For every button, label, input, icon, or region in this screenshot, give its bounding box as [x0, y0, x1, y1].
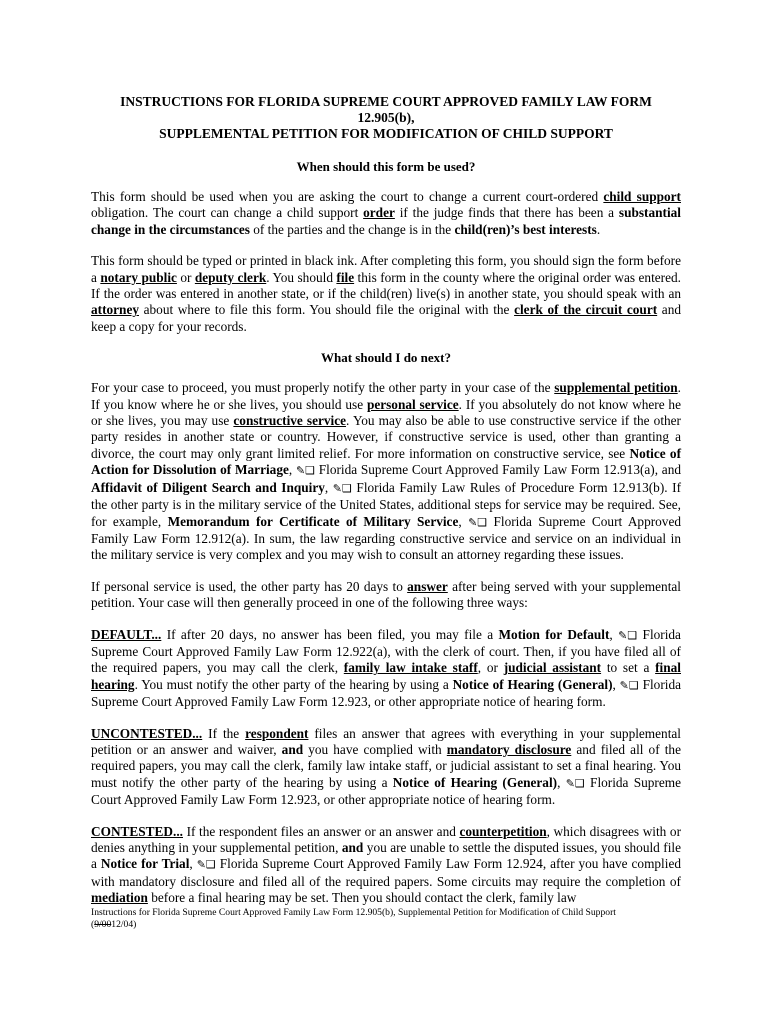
title-line-2: SUPPLEMENTAL PETITION FOR MODIFICATION OF CHILD SUPPORT: [159, 126, 613, 141]
footer-form-title: Instructions for Florida Supreme Court Approved Family Law Form 12.905(b), Supplemental Petition for Modification of Child Support: [91, 907, 616, 918]
term-final-hearing[interactable]: final hearing: [91, 660, 681, 692]
term-respondent[interactable]: respondent: [245, 725, 309, 741]
form-pencil-checkbox-icon: ✎❑: [619, 678, 639, 692]
footer-new-date: 12/04: [111, 919, 134, 930]
paragraph-filing: This form should be typed or printed in black ink. After completing this form, you should sign the form before a notary public or deputy clerk. You should file this form in the county where the original order was entered. If the order was entered in another state, or if the child(ren) live(s) in another state, you should speak with an attorney about where to file this form. You should file the original with the clerk of the circuit court and keep a copy for your records.: [91, 253, 682, 334]
uncontested-lead: UNCONTESTED...: [91, 725, 203, 741]
footer-revision-date: (9/0012/04): [91, 919, 137, 930]
form-pencil-checkbox-icon: ✎❑: [295, 464, 316, 478]
contested-lead: CONTESTED...: [91, 823, 183, 839]
term-deputy-clerk[interactable]: deputy clerk: [194, 269, 267, 285]
term-mediation[interactable]: mediation: [91, 890, 148, 906]
heading-what-next: What should I do next?: [320, 350, 452, 366]
term-mandatory-disclosure[interactable]: mandatory disclosure: [446, 741, 572, 757]
paragraph-uncontested: UNCONTESTED... If the respondent files an answer that agrees with everything in your supplemental petition or an answer and waiver, and you have complied with mandatory disclosure and filed all of the required papers, you may call the clerk, family law intake staff, or judicial assistant to set a final hearing. You must notify the other party of the hearing by using a Notice of Hearing (General), ✎❑ Florida Supreme Court Approved Family Law Form 12.923, or other appropriate notice of hearing form.: [91, 725, 682, 808]
title-line-1: INSTRUCTIONS FOR FLORIDA SUPREME COURT APPROVED FAMILY LAW FORM 12.905(b),: [120, 94, 652, 125]
term-counterpetition[interactable]: counterpetition: [459, 823, 547, 839]
paragraph-purpose: This form should be used when you are asking the court to change a current court-ordered child support obligation. The court can change a child support order if the judge finds that there has been a substantial change in the circumstances of the parties and the change is in the child(ren)’s best interests.: [91, 189, 681, 237]
term-constructive-service[interactable]: constructive service: [233, 413, 347, 429]
term-file[interactable]: file: [336, 269, 355, 285]
term-judicial-assistant[interactable]: judicial assistant: [503, 660, 602, 676]
form-pencil-checkbox-icon: ✎❑: [618, 628, 638, 642]
form-pencil-checkbox-icon: ✎❑: [565, 776, 585, 790]
paragraph-answer-period: If personal service is used, the other party has 20 days to answer after being served with your supplemental petition. Your case will then generally proceed in one of the following three ways:: [91, 578, 681, 611]
term-answer[interactable]: answer: [407, 578, 448, 594]
page-footer: [91, 907, 681, 931]
footer-old-date: 9/00: [94, 919, 112, 930]
term-attorney[interactable]: attorney: [91, 302, 139, 318]
term-family-law-intake-staff[interactable]: family law intake staff: [343, 660, 478, 676]
document-page: [91, 94, 681, 907]
document-title: [91, 94, 681, 142]
term-supplemental-petition[interactable]: supplemental petition: [554, 380, 678, 396]
term-clerk-of-circuit-court[interactable]: clerk of the circuit court: [514, 302, 658, 318]
paragraph-default: DEFAULT... If after 20 days, no answer has been filed, you may file a Motion for Default, ✎❑ Florida Supreme Court Approved Family Law Form 12.922(a), with the clerk of court. Then, if you have filed all of the required papers, you may call the clerk, family law intake staff, or judicial assistant to set a final hearing. You must notify the other party of the hearing by using a Notice of Hearing (General), ✎❑ Florida Supreme Court Approved Family Law Form 12.923, or other appropriate notice of hearing form.: [91, 626, 681, 710]
form-pencil-checkbox-icon: ✎❑: [468, 515, 488, 529]
form-pencil-checkbox-icon: ✎❑: [332, 481, 352, 495]
paragraph-service: For your case to proceed, you must properly notify the other party in your case of the supplemental petition. If you know where he or she lives, you should use personal service. If you absolutely do not know where he or she lives, you may use constructive service. You may also be able to use constructive service if the other party resides in another state or country. However, if constructive service is used, other than granting a divorce, the court may only grant limited relief. For more information on constructive service, see Notice of Action for Dissolution of Marriage, ✎❑ Florida Supreme Court Approved Family Law Form 12.913(a), and Affidavit of Diligent Search and Inquiry, ✎❑ Florida Family Law Rules of Procedure Form 12.913(b). If the other party is in the military service of the United States, additional steps for service may be required. See, for example, Memorandum for Certificate of Military Service, ✎❑ Florida Supreme Court Approved Family Law Form 12.912(a). In sum, the law regarding constructive service and service on an individual in the military service is very complex and you may wish to consult an attorney regarding these issues.: [91, 380, 682, 563]
form-pencil-checkbox-icon: ✎❑: [196, 858, 216, 872]
term-notary-public[interactable]: notary public: [100, 269, 177, 285]
heading-when-used: When should this form be used?: [296, 159, 476, 174]
default-lead: DEFAULT...: [91, 626, 162, 642]
term-personal-service[interactable]: personal service: [366, 396, 459, 412]
paragraph-contested: CONTESTED... If the respondent files an answer or an answer and counterpetition, which disagrees with or denies anything in your supplemental petition, and you are unable to settle the disputed issues, you should file a Notice for Trial, ✎❑ Florida Supreme Court Approved Family Law Form 12.924, after you have complied with mandatory disclosure and filed all of the required papers. Some circuits may require the completion of mediation before a final hearing may be set. Then you should contact the clerk, family law: [91, 823, 681, 906]
term-order[interactable]: order: [363, 205, 395, 221]
term-child-support[interactable]: child support: [603, 189, 681, 204]
